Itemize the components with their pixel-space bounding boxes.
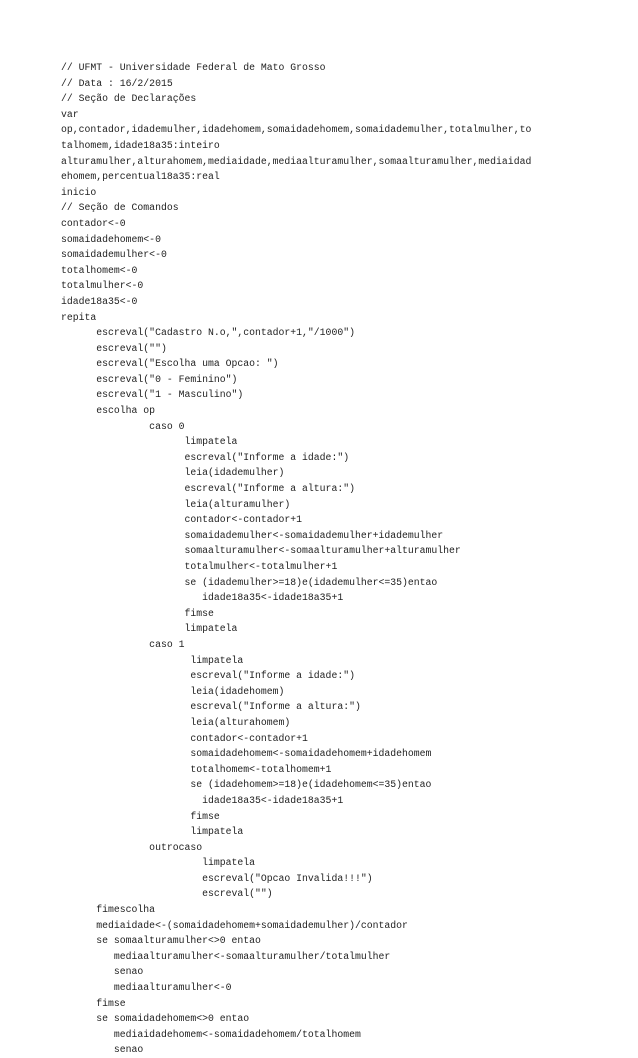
code-line: senao [61,966,144,978]
code-line: escreval("0 - Feminino") [61,373,238,385]
code-line: // Seção de Declarações [61,93,197,105]
code-line: limpatela [61,826,244,838]
code-line: totalmulher<-0 [61,280,144,292]
code-line: se somaidadehomem<>0 entao [61,1013,250,1025]
code-line: escolha op [61,405,156,417]
code-line: escreval("Cadastro N.o,",contador+1,"/1000") [61,327,355,339]
code-line: fimescolha [61,904,156,916]
code-line: escreval("Informe a idade:") [61,451,350,463]
code-line: somaidadehomem<-0 [61,233,161,245]
code-line: totalhomem<-totalhomem+1 [61,763,332,775]
code-line: se (idadehomem>=18)e(idadehomem<=35)entao [61,779,432,791]
code-line: mediaalturamulher<-somaalturamulher/totalmulher [61,950,391,962]
code-line: // UFMT - Universidade Federal de Mato Grosso [61,62,326,73]
code-line: limpatela [61,623,238,635]
code-line: escreval("") [61,888,273,900]
code-listing [61,60,531,1058]
code-line: idade18a35<-idade18a35+1 [61,794,344,806]
code-line: limpatela [61,436,238,448]
code-line: escreval("1 - Masculino") [61,389,244,401]
code-line: idade18a35<-idade18a35+1 [61,592,344,604]
code-line: contador<-contador+1 [61,514,303,526]
code-line: se (idademulher>=18)e(idademulher<=35)entao [61,576,438,588]
code-line: caso 1 [61,638,185,650]
code-line: escreval("Escolha uma Opcao: ") [61,358,279,370]
code-line: contador<-0 [61,217,126,229]
code-line: fimse [61,810,220,822]
code-line: alturamulher,alturahomem,mediaidade,mediaalturamulher,somaalturamulher,mediaidad [61,155,532,167]
code-line: escreval("Opcao Invalida!!!") [61,872,373,884]
code-line: ehomem,percentual18a35:real [61,171,220,183]
code-line: escreval("Informe a idade:") [61,670,355,682]
code-line: contador<-contador+1 [61,732,308,744]
code-line: escreval("Informe a altura:") [61,701,361,713]
code-line: escreval("Informe a altura:") [61,483,355,495]
code-line: idade18a35<-0 [61,295,138,307]
code-line: leia(alturamulher) [61,498,291,510]
code-line: somaidademulher<-0 [61,249,167,261]
code-line: // Seção de Comandos [61,202,179,214]
code-line: op,contador,idademulher,idadehomem,somaidadehomem,somaidademulher,totalmulher,to [61,124,532,136]
code-line: leia(idadehomem) [61,685,285,697]
code-line: somaidadehomem<-somaidadehomem+idadehomem [61,748,432,760]
code-line: limpatela [61,654,244,666]
code-line: outrocaso [61,841,203,853]
code-line: totalmulher<-totalmulher+1 [61,561,338,572]
code-line: leia(alturahomem) [61,716,291,728]
code-line: mediaidadehomem<-somaidadehomem/totalhomem [61,1028,361,1040]
code-line: talhomem,idade18a35:inteiro [61,139,220,151]
code-line: fimse [61,607,214,619]
code-line: somaidademulher<-somaidademulher+idademulher [61,529,444,541]
code-line: limpatela [61,857,256,869]
code-line: senao [61,1044,144,1056]
code-line: var [61,108,79,120]
code-line: mediaalturamulher<-0 [61,982,232,994]
code-line: leia(idademulher) [61,467,285,479]
code-line: repita [61,311,97,323]
code-line: mediaidade<-(somaidadehomem+somaidademulher)/contador [61,919,408,931]
code-line: inicio [61,186,97,198]
code-line: escreval("") [61,342,167,354]
code-line: // Data : 16/2/2015 [61,77,173,89]
code-line: caso 0 [61,420,185,432]
code-line: fimse [61,997,126,1009]
code-line: totalhomem<-0 [61,264,138,276]
code-line: somaalturamulher<-somaalturamulher+alturamulher [61,545,461,557]
code-line: se somaalturamulher<>0 entao [61,935,261,947]
